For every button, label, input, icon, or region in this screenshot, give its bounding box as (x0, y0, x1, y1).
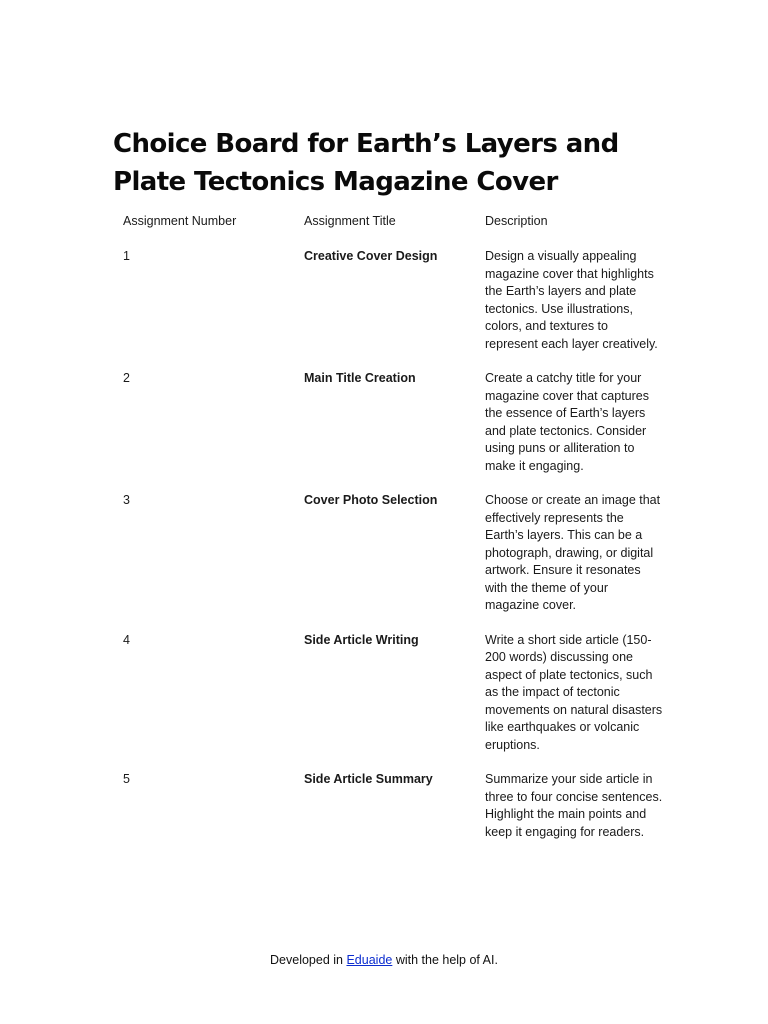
header-description: Description (485, 214, 548, 228)
assignment-description: Write a short side article (150-200 words) discussing one aspect of plate tectonics, such as the impact of tectonic movements on natural disasters like earthquakes or volcanic eruptions. (485, 632, 663, 752)
assignment-number: 5 (123, 772, 130, 786)
assignment-title: Side Article Writing (304, 632, 419, 647)
assignment-title: Cover Photo Selection (304, 493, 438, 507)
assignment-number: 1 (123, 249, 130, 263)
assignment-description: Design a visually appealing magazine cover that highlights the Earth’s layers and plate tectonics. Use illustrations, colors, and textures to represent each layer creatively. (485, 249, 658, 351)
table-header-row (123, 213, 663, 248)
assignment-description: Summarize your side article in three to four concise sentences. Highlight the main points and keep it engaging for readers. (485, 772, 663, 839)
assignment-description: Create a catchy title for your magazine cover that captures the essence of Earth’s layers and plate tectonics. Consider using puns or alliteration to make it engaging. (485, 371, 649, 473)
footer-suffix: with the help of AI. (392, 953, 498, 967)
header-assignment-number: Assignment Number (123, 214, 237, 228)
header-assignment-title: Assignment Title (304, 214, 396, 228)
table-row (123, 492, 663, 615)
assignment-title: Side Article Summary (304, 772, 433, 786)
footer-prefix: Developed in (270, 953, 347, 967)
assignment-description: Choose or create an image that effectively represents the Earth’s layers. This can be a photograph, drawing, or digital artwork. Ensure it resonates with the theme of your magazine cover. (485, 493, 661, 612)
document-title: Choice Board for Earth’s Layers and Plate Tectonics Magazine Cover (113, 129, 619, 197)
footer-credit (0, 953, 768, 967)
table-row (123, 632, 663, 755)
eduaide-link[interactable]: Eduaide (346, 953, 393, 967)
table-row (123, 248, 663, 353)
table-row (123, 370, 663, 475)
assignment-table (123, 213, 663, 858)
assignment-number: 2 (123, 371, 130, 385)
assignment-title: Creative Cover Design (304, 249, 438, 263)
table-row (123, 771, 663, 841)
assignment-number: 4 (123, 632, 130, 647)
assignment-number: 3 (123, 493, 130, 507)
assignment-title: Main Title Creation (304, 371, 416, 385)
